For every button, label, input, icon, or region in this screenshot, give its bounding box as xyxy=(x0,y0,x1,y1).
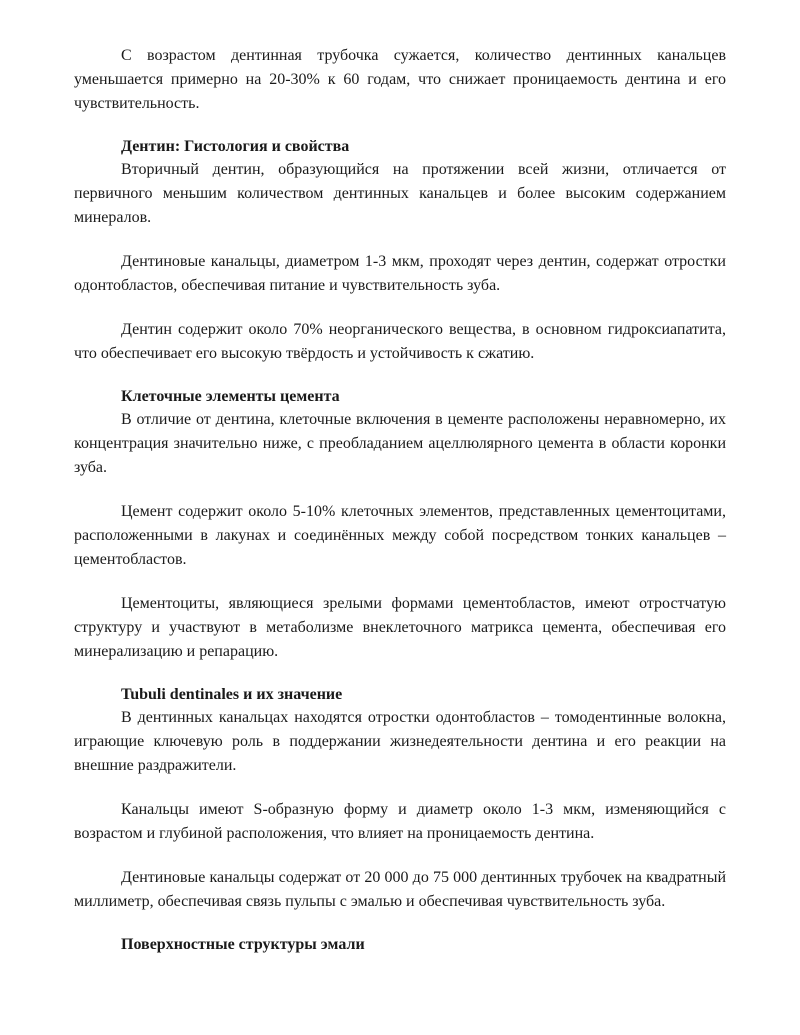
paragraph-cement-3: Цементоциты, являющиеся зрелыми формами цементобластов, имеют отростчатую структуру и участвуют в метаболизме внеклеточного матрикса цемента, обеспечивая его минерализацию и репарацию. xyxy=(74,595,726,660)
paragraph-tubuli-3: Дентиновые канальцы содержат от 20 000 до 75 000 дентинных трубочек на квадратный миллиметр, обеспечивая связь пульпы с эмалью и обеспечивая чувствительность зуба. xyxy=(74,869,726,910)
paragraph-cement-2: Цемент содержит около 5-10% клеточных элементов, представленных цементоцитами, расположенными в лакунах и соединённых между собой посредством тонких канальцев – цементобластов. xyxy=(74,503,726,568)
paragraph-dentin-2: Дентиновые канальцы, диаметром 1-3 мкм, проходят через дентин, содержат отростки одонтобластов, обеспечивая питание и чувствительность зуба. xyxy=(74,253,726,294)
paragraph-tubuli-1: В дентинных канальцах находятся отростки одонтобластов – томодентинные волокна, играющие ключевую роль в поддержании жизнедеятельности дентина и его реакции на внешние раздражители. xyxy=(74,709,726,774)
section-heading-tubuli: Tubuli dentinales и их значение xyxy=(121,686,343,703)
document-page xyxy=(74,44,726,956)
paragraph-dentin-3: Дентин содержит около 70% неорганического вещества, в основном гидроксиапатита, что обеспечивает его высокую твёрдость и устойчивость к сжатию. xyxy=(74,321,726,362)
section-heading-cement: Клеточные элементы цемента xyxy=(121,388,340,405)
section-heading-enamel: Поверхностные структуры эмали xyxy=(121,936,365,953)
section-heading-dentin: Дентин: Гистология и свойства xyxy=(121,138,350,155)
paragraph-tubuli-2: Канальцы имеют S-образную форму и диаметр около 1-3 мкм, изменяющийся с возрастом и глубиной расположения, что влияет на проницаемость дентина. xyxy=(74,801,726,842)
paragraph-dentin-1: Вторичный дентин, образующийся на протяжении всей жизни, отличается от первичного меньшим количеством дентинных канальцев и более высоким содержанием минералов. xyxy=(74,161,726,226)
intro-paragraph: С возрастом дентинная трубочка сужается, количество дентинных канальцев уменьшается примерно на 20-30% к 60 годам, что снижает проницаемость дентина и его чувствительность. xyxy=(74,47,726,112)
paragraph-cement-1: В отличие от дентина, клеточные включения в цементе расположены неравномерно, их концентрация значительно ниже, с преобладанием ацеллюлярного цемента в области коронки зуба. xyxy=(74,411,726,476)
